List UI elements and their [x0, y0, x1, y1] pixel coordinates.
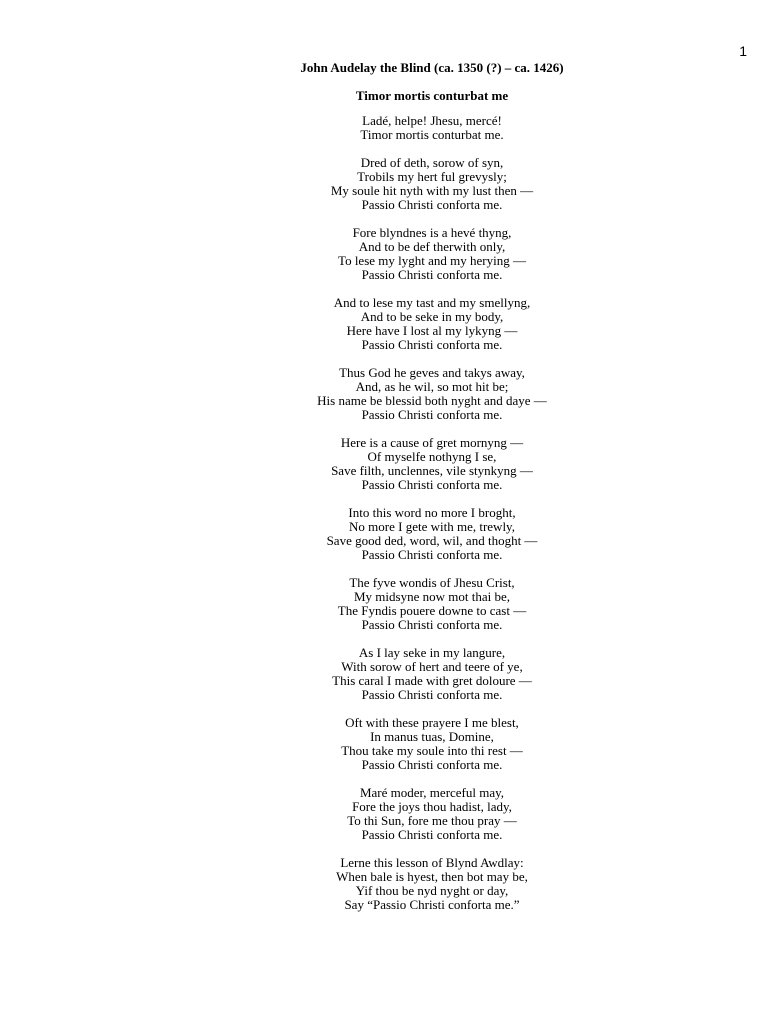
poem-line: And to lese my tast and my smellyng,	[333, 295, 531, 310]
poem-line: Fore blyndnes is a hevé thyng,	[352, 225, 512, 240]
poem-line: Thus God he geves and takys away,	[339, 365, 525, 380]
poem-line: Passio Christi conforta me.	[361, 407, 503, 422]
poem-line: Trobils my hert ful grevysly;	[357, 169, 507, 184]
stanza	[0, 296, 768, 352]
poem-line: Lerne this lesson of Blynd Awdlay:	[340, 855, 524, 870]
poem-line: Here have I lost al my lykyng —	[346, 323, 518, 338]
poem-line: Yif thou be nyd nyght or day,	[355, 883, 509, 898]
poem-line: This caral I made with gret doloure —	[332, 673, 532, 688]
poem-line: Maré moder, merceful may,	[359, 785, 505, 800]
poem-line: The fyve wondis of Jhesu Crist,	[349, 575, 515, 590]
poem-line: Passio Christi conforta me.	[361, 617, 503, 632]
poem-line: Passio Christi conforta me.	[361, 337, 503, 352]
page-number: 1	[739, 43, 747, 59]
stanza	[0, 226, 768, 282]
poem-line: No more I gete with me, trewly,	[349, 519, 515, 534]
poem-line: Passio Christi conforta me.	[361, 687, 503, 702]
poem-line: Passio Christi conforta me.	[361, 547, 503, 562]
poem-line: Of myselfe nothyng I se,	[367, 449, 497, 464]
poem-line: Fore the joys thou hadist, lady,	[352, 799, 512, 814]
stanza	[0, 506, 768, 562]
poem-line: Timor mortis conturbat me.	[360, 127, 504, 142]
poem-title: Timor mortis conturbat me	[355, 88, 509, 103]
poem-line: Ladé, helpe! Jhesu, mercé!	[362, 113, 502, 128]
poem-line: Into this word no more I broght,	[348, 505, 516, 520]
poem-line: And to be seke in my body,	[360, 309, 504, 324]
poem-line: In manus tuas, Domine,	[370, 729, 494, 744]
poem	[0, 114, 768, 912]
stanza	[0, 114, 768, 142]
poem-line: Save filth, unclennes, vile stynkyng —	[331, 463, 533, 478]
poem-line: Here is a cause of gret mornyng —	[340, 435, 524, 450]
stanza	[0, 786, 768, 842]
poem-line: When bale is hyest, then bot may be,	[336, 869, 528, 884]
poem-line: The Fyndis pouere downe to cast —	[337, 603, 527, 618]
poem-line: Passio Christi conforta me.	[361, 197, 503, 212]
stanza	[0, 716, 768, 772]
poem-line: Passio Christi conforta me.	[361, 827, 503, 842]
poem-line: As I lay seke in my langure,	[358, 645, 506, 660]
stanza	[0, 646, 768, 702]
poem-line: To lese my lyght and my herying —	[338, 253, 526, 268]
poem-line: Oft with these prayere I me blest,	[345, 715, 519, 730]
document-body	[0, 59, 768, 926]
poem-line: Say “Passio Christi conforta me.”	[344, 897, 520, 912]
poem-line: Passio Christi conforta me.	[361, 477, 503, 492]
poem-line: With sorow of hert and teere of ye,	[341, 659, 523, 674]
poem-line: Thou take my soule into thi rest —	[341, 743, 523, 758]
poem-line: Passio Christi conforta me.	[361, 757, 503, 772]
poem-line: And to be def therwith only,	[358, 239, 506, 254]
poem-line: My soule hit nyth with my lust then —	[330, 183, 534, 198]
stanza	[0, 156, 768, 212]
author-heading: John Audelay the Blind (ca. 1350 (?) – ca. 1426)	[300, 60, 564, 75]
poem-line: My midsyne now mot thai be,	[354, 589, 510, 604]
poem-line: To thi Sun, fore me thou pray —	[347, 813, 517, 828]
stanza	[0, 576, 768, 632]
stanza	[0, 366, 768, 422]
stanza	[0, 856, 768, 912]
stanza	[0, 436, 768, 492]
poem-line: Dred of deth, sorow of syn,	[360, 155, 504, 170]
poem-line: His name be blessid both nyght and daye —	[317, 393, 547, 408]
poem-line: And, as he wil, so mot hit be;	[355, 379, 509, 394]
poem-line: Passio Christi conforta me.	[361, 267, 503, 282]
poem-line: Save good ded, word, wil, and thoght —	[326, 533, 538, 548]
